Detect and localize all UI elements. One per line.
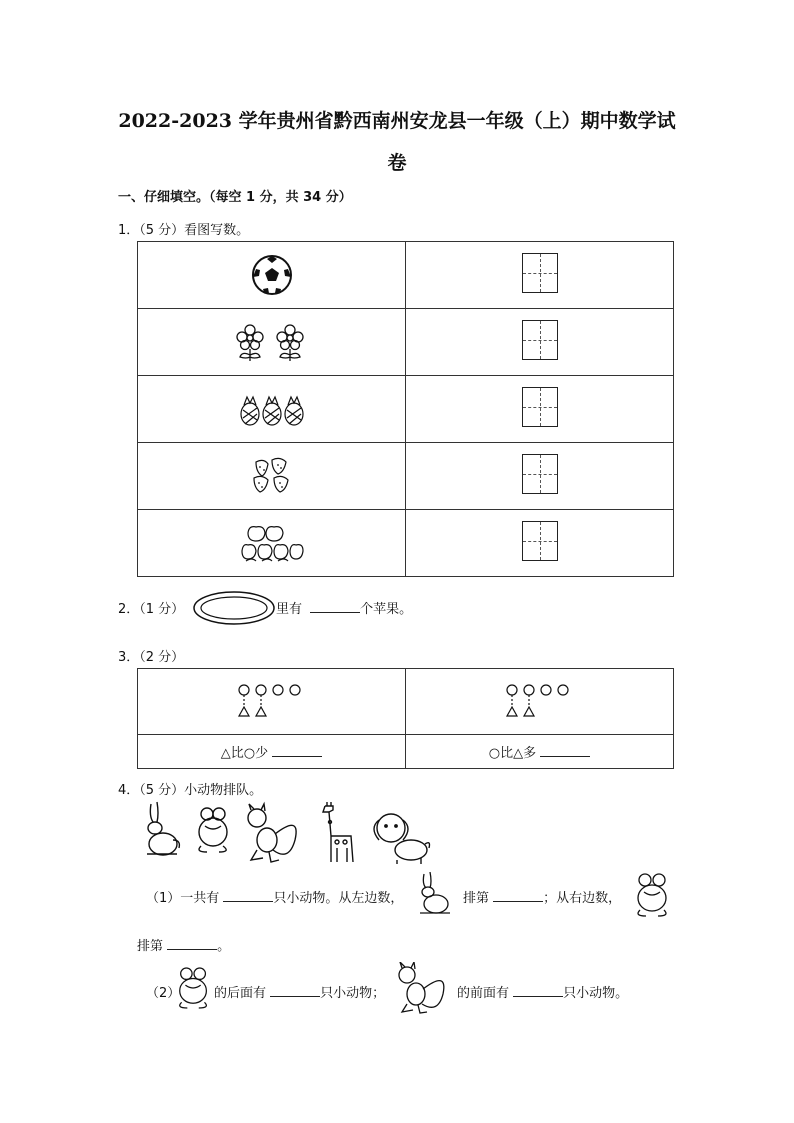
- peach-icon: [240, 523, 304, 563]
- title-line-1: 2022-2023 学年贵州省黔西南州安龙县一年级（上）期中数学试: [118, 110, 676, 132]
- puppy-icon: [374, 814, 430, 864]
- circles-triangles-left: [138, 669, 406, 735]
- question-2-label: 2．（1 分）: [118, 602, 185, 617]
- question-3-label: 3．（2 分）: [118, 650, 185, 665]
- question-4-label: 4．（5 分）小动物排队。: [118, 783, 263, 798]
- question-4-part2-a: （2）: [146, 986, 181, 1001]
- question-2-text-a: 里有: [276, 602, 303, 617]
- section-heading: 一、仔细填空。（每空 1 分，共 34 分）: [118, 190, 352, 205]
- strawberry-icon: [250, 456, 294, 496]
- plate-icon: [192, 590, 276, 626]
- question-4-part1-f: 。: [217, 939, 231, 954]
- question-3-table: [137, 668, 674, 769]
- circles-triangles-icon: [505, 684, 575, 720]
- question-3-right-text: ○比△多: [488, 746, 537, 761]
- question-1-label: 1．（5 分）看图写数。: [118, 223, 250, 238]
- question-4-part2-d: 的前面有: [457, 986, 510, 1001]
- answer-box[interactable]: [522, 320, 558, 360]
- question-4-part1-c: 排第: [463, 891, 490, 906]
- question-4-part1-d: ；从右边数，: [543, 891, 622, 906]
- page-title: [40, 100, 754, 184]
- circles-triangles-icon: [237, 684, 307, 720]
- rabbit-icon: [147, 802, 179, 855]
- answer-blank[interactable]: [540, 743, 590, 757]
- question-4-part1-a: （1）一共有: [146, 891, 220, 906]
- question-2-text-b: 个苹果。: [360, 602, 413, 617]
- answer-blank[interactable]: [270, 983, 320, 997]
- question-3-left-text: △比○少: [220, 746, 269, 761]
- answer-blank[interactable]: [272, 743, 322, 757]
- animal-row: [137, 800, 437, 864]
- question-4-part2-c: 只小动物；: [320, 986, 386, 1001]
- giraffe-icon: [323, 802, 353, 862]
- squirrel-icon: [394, 962, 456, 1014]
- answer-box[interactable]: [522, 253, 558, 293]
- answer-box[interactable]: [522, 454, 558, 494]
- flower-icon: [232, 321, 312, 363]
- question-4-part1-b: 只小动物。从左边数，: [273, 891, 404, 906]
- squirrel-icon: [248, 804, 296, 862]
- frog-icon: [174, 966, 214, 1010]
- title-line-2: 卷: [387, 152, 407, 174]
- frog-icon: [632, 872, 674, 918]
- answer-blank[interactable]: [223, 888, 273, 902]
- question-4-part2-b: 的后面有: [214, 986, 267, 1001]
- pineapple-icon: [239, 391, 305, 427]
- rabbit-icon: [414, 872, 458, 916]
- answer-box[interactable]: [522, 521, 558, 561]
- soccer-ball-picture: [138, 242, 406, 309]
- answer-blank[interactable]: [310, 599, 360, 613]
- flowers-picture: [138, 309, 406, 376]
- answer-blank[interactable]: [167, 936, 217, 950]
- frog-icon: [199, 808, 227, 852]
- question-1-table: [137, 241, 674, 577]
- strawberries-picture: [138, 443, 406, 510]
- answer-blank[interactable]: [513, 983, 563, 997]
- answer-box[interactable]: [522, 387, 558, 427]
- peaches-picture: [138, 510, 406, 577]
- question-4-part2-e: 只小动物。: [563, 986, 629, 1001]
- question-4-part1-e: 排第: [137, 939, 164, 954]
- pineapples-picture: [138, 376, 406, 443]
- soccer-ball-icon: [250, 253, 294, 297]
- circles-triangles-right: [406, 669, 674, 735]
- answer-blank[interactable]: [493, 888, 543, 902]
